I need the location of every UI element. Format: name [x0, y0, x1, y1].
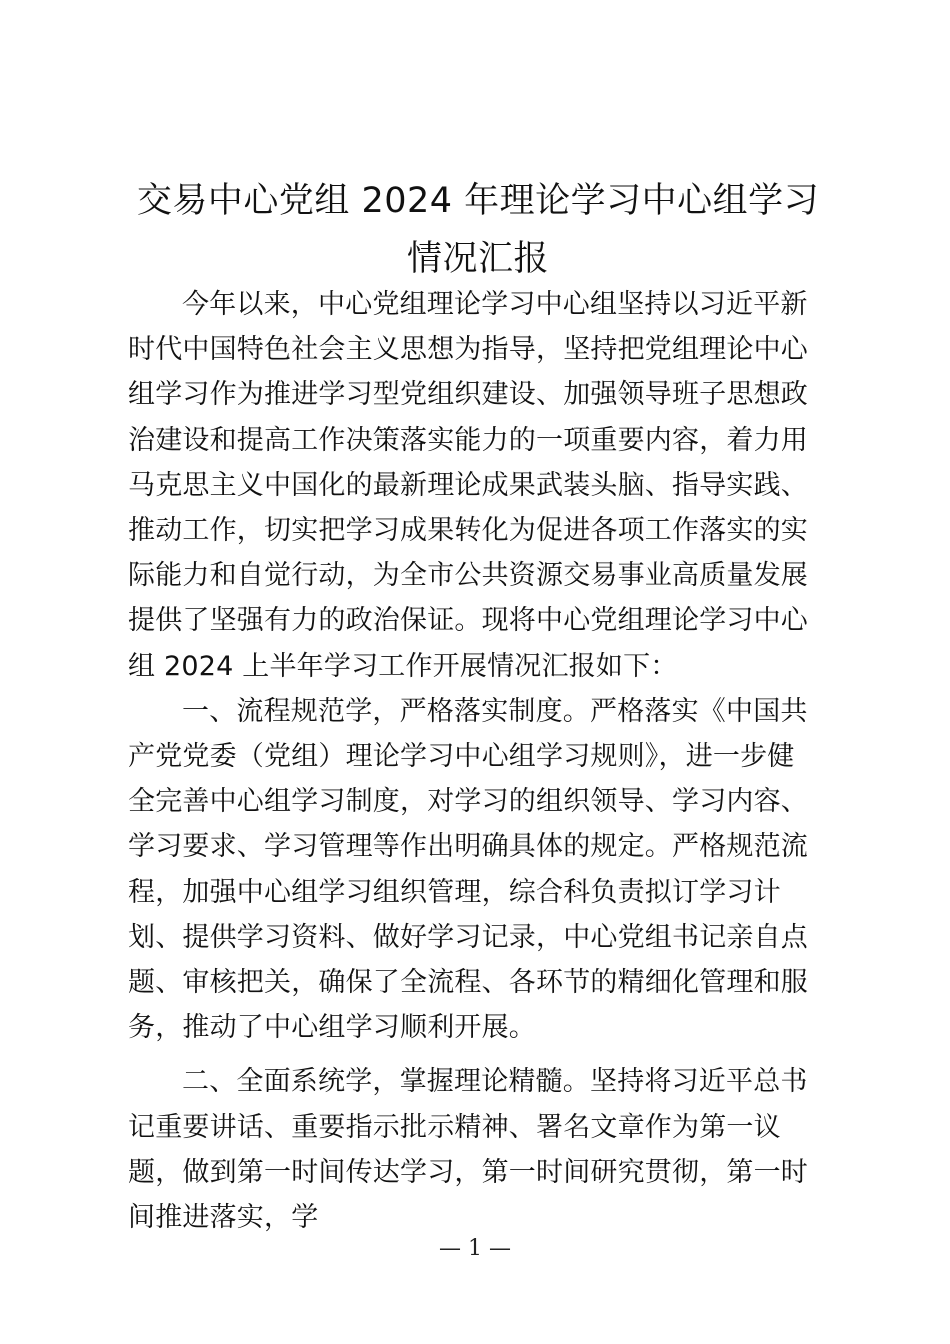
document-body	[128, 282, 820, 1240]
paragraph-section-2: 二、全面系统学，掌握理论精髓。坚持将习近平总书记重要讲话、重要指示批示精神、署名文章作为第一议题，做到第一时间传达学习，第一时间研究贯彻，第一时间推进落实，学	[128, 1066, 808, 1234]
page-number: — 1 —	[439, 1236, 511, 1261]
paragraph-section-1: 一、流程规范学，严格落实制度。严格落实《中国共产党党委（党组）理论学习中心组学习规则》，进一步健全完善中心组学习制度，对学习的组织领导、学习内容、学习要求、学习管理等作出明确具体的规定。严格规范流程，加强中心组学习组织管理，综合科负责拟订学习计划、提供学习资料、做好学习记录，中心党组书记亲自点题、审核把关，确保了全流程、各环节的精细化管理和服务，推动了中心组学习顺利开展。	[128, 695, 808, 1044]
paragraph-intro: 今年以来，中心党组理论学习中心组坚持以习近平新时代中国特色社会主义思想为指导，坚持把党组理论中心组学习作为推进学习型党组织建设、加强领导班子思想政治建设和提高工作决策落实能力的一项重要内容，着力用马克思主义中国化的最新理论成果武装头脑、指导实践、推动工作，切实把学习成果转化为促进各项工作落实的实际能力和自觉行动，为全市公共资源交易事业高质量发展提供了坚强有力的政治保证。现将中心党组理论学习中心组 2024 上半年学习工作开展情况汇报如下：	[128, 289, 808, 682]
document-title: 交易中心党组 2024 年理论学习中心组学习情况汇报	[136, 181, 820, 279]
